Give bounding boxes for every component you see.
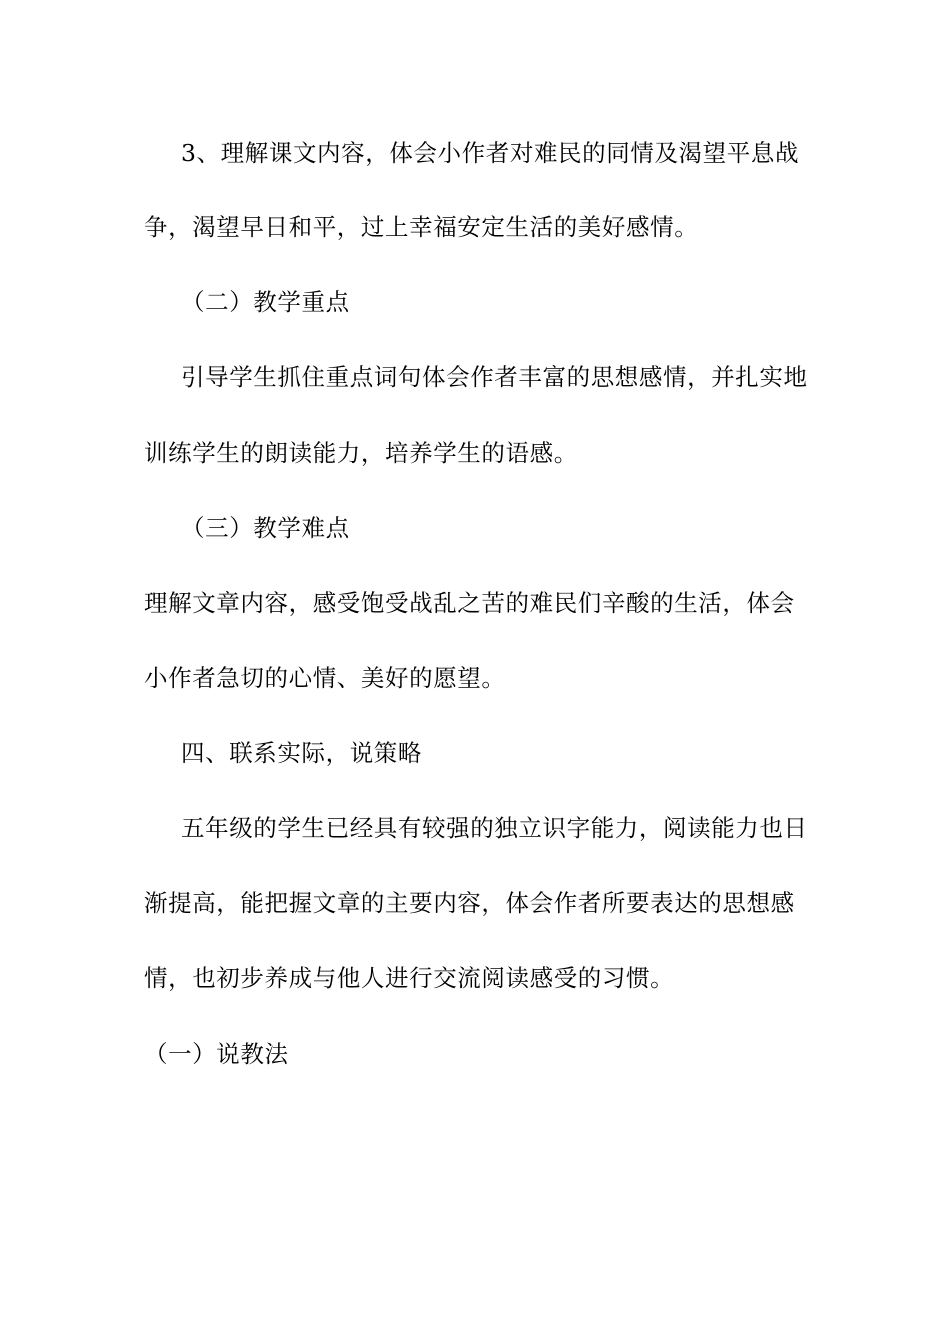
teaching-difficulty-line-1: 理解文章内容，感受饱受战乱之苦的难民们辛酸的生活，体会	[144, 589, 795, 617]
teaching-focus-line-1: 引导学生抓住重点词句体会作者丰富的思想感情，并扎实地	[181, 363, 808, 391]
student-analysis-line-2: 渐提高，能把握文章的主要内容，体会作者所要表达的思想感	[144, 889, 795, 917]
objective-3-line-1: 3、理解课文内容，体会小作者对难民的同情及渴望平息战	[181, 139, 800, 167]
section-teaching-method-heading: （一）说教法	[144, 1040, 289, 1068]
teaching-focus-line-2: 训练学生的朗读能力，培养学生的语感。	[144, 439, 578, 467]
objective-3-line-2: 争，渴望早日和平，过上幸福安定生活的美好感情。	[144, 213, 699, 241]
section-four-heading: 四、联系实际，说策略	[181, 739, 422, 767]
section-teaching-difficulty-heading: （三）教学难点	[181, 514, 350, 542]
teaching-difficulty-line-2: 小作者急切的心情、美好的愿望。	[144, 664, 506, 692]
section-teaching-focus-heading: （二）教学重点	[181, 288, 350, 316]
student-analysis-line-1: 五年级的学生已经具有较强的独立识字能力，阅读能力也日	[181, 814, 808, 842]
student-analysis-line-3: 情，也初步养成与他人进行交流阅读感受的习惯。	[144, 964, 675, 992]
